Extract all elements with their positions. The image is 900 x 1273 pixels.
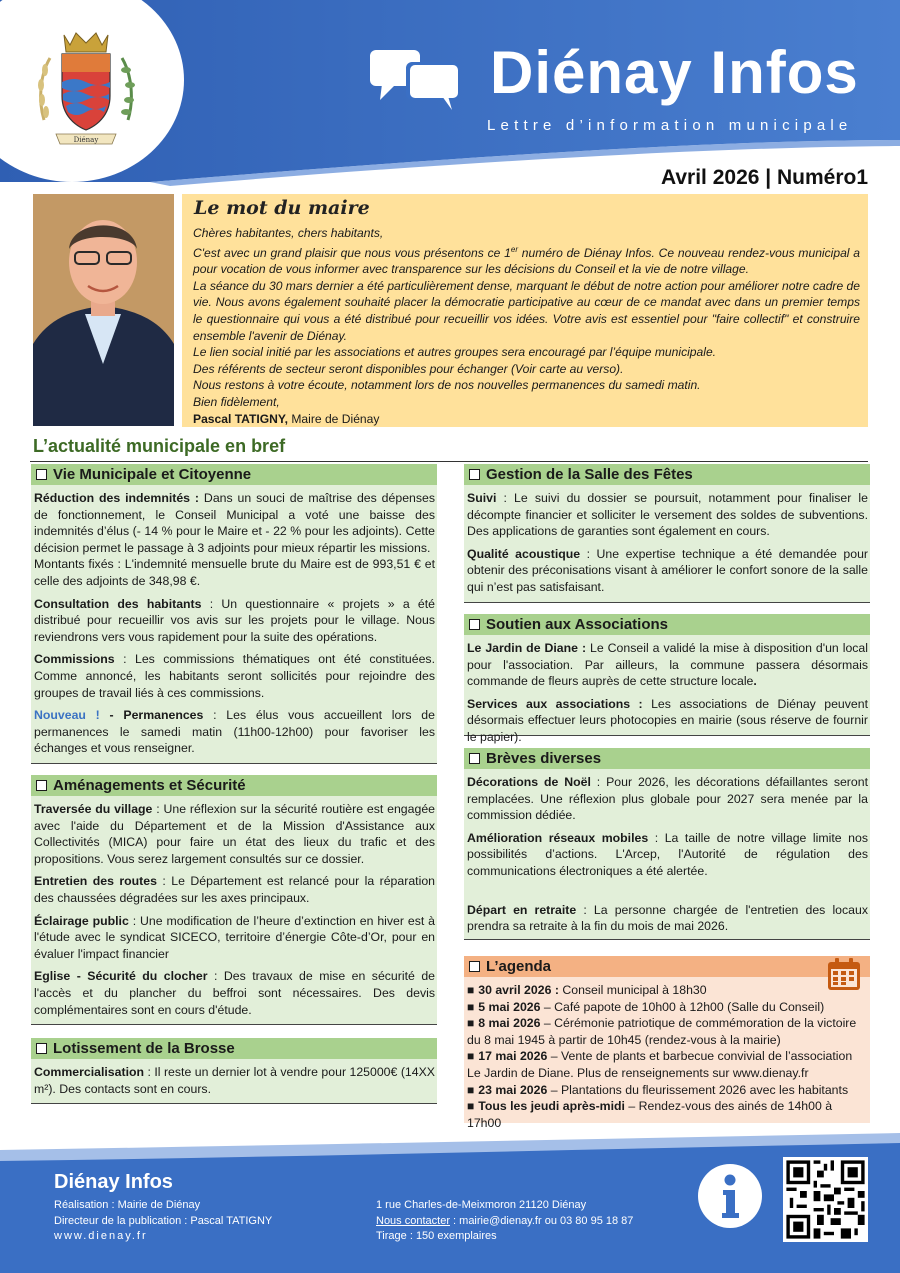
box-heading: Lotissement de la Brosse (31, 1038, 437, 1059)
section-divider (30, 461, 868, 462)
footer-realisation: Réalisation : Mairie de Diénay (54, 1199, 201, 1211)
mayor-paragraph: Le lien social initié par les associations et autres groupes sera encouragé par l’équipe municipale. (193, 345, 717, 360)
mayor-signature: Pascal TATIGNY, Maire de Diénay (193, 411, 380, 426)
footer-print-run: Tirage : 150 exemplaires (376, 1230, 497, 1242)
footer-title: Diénay Infos (54, 1171, 173, 1193)
box-heading: Brèves diverses (464, 748, 870, 769)
issue-info: Avril 2026 | Numéro1 (660, 166, 868, 189)
municipal-crest-logo (36, 30, 136, 155)
mayor-intro: C'est avec un grand plaisir que nous vous présentons ce 1er numéro de Diénay Infos. Ce nouveau rendez-vous municipal a pour vocation de vous informer avec transparence sur les décisions du Conseil et la vie de notre village. (193, 244, 861, 277)
news-item: Traversée du village : Une réflexion sur la sécurité routière est engagée avec l'aide du Département et de la Mission d'Assistance aux Collectivités (MICA) pour faire un état des lieux du trafic et des propositions. Vous serez largement consultés sur ce dossier. (34, 802, 435, 866)
contact-link[interactable]: Nous contacter (376, 1214, 450, 1227)
info-icon (697, 1163, 763, 1229)
footer-website[interactable]: www.dienay.fr (54, 1230, 148, 1242)
newsletter-title: Diénay Infos (490, 39, 859, 106)
news-item: Suivi : Le suivi du dossier se poursuit, notamment pour finaliser le décompte financier et solliciter le versement des soldes de subventions. Des applications de garanties sont également en cours. (467, 491, 868, 539)
footer-credits (54, 1198, 272, 1245)
footer-director: Directeur de la publication : Pascal TATIGNY (54, 1214, 273, 1227)
footer-address: 1 rue Charles-de-Meixmoron 21120 Diénay (376, 1199, 587, 1211)
lotissement-box (31, 1038, 437, 1104)
news-item: Services aux associations : Les associations de Diénay peuvent désormais effectuer leurs photocopies en mairie (sous réserve de fournir le papier). (467, 696, 868, 744)
box-heading: Aménagements et Sécurité (31, 775, 437, 796)
box-heading: Soutien aux Associations (464, 614, 870, 635)
soutien-associations-box (464, 614, 870, 744)
agenda-heading: L’agenda (464, 956, 870, 977)
box-heading: Gestion de la Salle des Fêtes (464, 464, 870, 485)
calendar-icon (827, 957, 861, 991)
box-heading: Vie Municipale et Citoyenne (31, 464, 437, 485)
agenda-list (464, 977, 870, 1131)
speech-bubbles-icon (370, 48, 462, 112)
newsletter-subtitle: Lettre d’information municipale (487, 117, 853, 134)
agenda-item: ■ 8 mai 2026 – Cérémonie patriotique de commémoration de la victoire du 8 mai 1945 à partir de 10h45 (rendez-vous à la mairie) (467, 1015, 868, 1048)
amenagements-box (31, 775, 437, 1025)
agenda-box (464, 956, 870, 1130)
mayor-word-box (182, 194, 868, 427)
news-item: Entretien des routes : Le Département est relancé pour la réparation des chaussées dégradées sur les axes principaux. (34, 874, 435, 905)
news-item: Commercialisation : Il reste un dernier lot à vendre pour 125000€ (14XX m²). Des contacts sont en cours. (34, 1065, 435, 1096)
news-item: Amélioration réseaux mobiles : La taille de notre village limite nos possibilités d’actions. L'Arcep, l'Autorité de régulation des communications électroniques a été alertée. (467, 830, 868, 878)
mayor-paragraph: La séance du 30 mars dernier a été particulièrement dense, marquant le début de notre action pour améliorer notre cadre de vie. Nous avons également souhaité placer la démocratie participative au cœur de ce mandat avec dans un premier temps le questionnaire qui vous a été distribué pour recueillir vos idées. Votre avis est essentiel pour "faire collectif" et construire ensemble l'avenir de Diénay. (193, 278, 860, 343)
agenda-item: ■ 23 mai 2026 – Plantations du fleurissement 2026 avec les habitants (467, 1082, 868, 1099)
news-item: Commissions : Les commissions thématiques ont été constituées. Comme annoncé, les habitants seront sollicités pour rejoindre des groupes de travail liés à ces commissions. (34, 652, 435, 700)
section-title: L’actualité municipale en bref (33, 436, 286, 456)
salle-des-fetes-box (464, 464, 870, 603)
agenda-item: ■ 17 mai 2026 – Vente de plants et barbecue convivial de l’association Le Jardin de Diane. Plus de renseignements sur www.dienay.fr (467, 1048, 868, 1081)
mayor-photo (33, 194, 174, 426)
agenda-item: ■ Tous les jeudi après-midi – Rendez-vous des ainés de 14h00 à 17h00 (467, 1098, 868, 1131)
news-item: Consultation des habitants : Un questionnaire « projets » a été distribué pour recueillir vos avis sur les projets pour le village. Nous reviendrons vers vous rapidement pour la suite des opérations. (34, 596, 435, 644)
vie-municipale-box (31, 464, 437, 764)
news-item: Réduction des indemnités : Dans un souci de maîtrise des dépenses de fonctionnement, le Conseil Municipal a voté une baisse des indemnités d’élus (- 14 % pour le Maire et - 22 % pour les adjoints). Cette décision permet le passage à 3 adjoints pour mieux répartir les missions. Montants fixés : L'indemnité mensuelle brute du Maire est de 993,51 € et celle des adjoints de 348,98 €. (34, 491, 436, 588)
news-item: Éclairage public : Une modification de l’heure d’extinction en hiver est à l'étude avec le syndicat SICECO, territoire d’énergie Côte-d’Or, pour en évaluer l'impact financier (34, 913, 435, 961)
agenda-item: ■ 5 mai 2026 – Café papote de 10h00 à 12h00 (Salle du Conseil) (467, 999, 868, 1016)
mayor-word-text (193, 225, 860, 427)
news-item: Décorations de Noël : Pour 2026, les décorations défaillantes seront remplacées. Une réflexion plus globale pour 2027 sera menée par la commission dédiée. (467, 775, 869, 823)
mayor-closing: Bien fidèlement, (193, 394, 280, 409)
mayor-greeting: Chères habitantes, chers habitants, (193, 226, 384, 240)
news-item: Départ en retraite : La personne chargée de l'entretien des locaux prendra sa retraite à la fin du mois de mai 2026. (467, 902, 868, 934)
breves-box (464, 748, 870, 940)
crest-motto: Diénay (73, 136, 99, 144)
mayor-paragraph: Nous restons à votre écoute, notamment lors de nos nouvelles permanences du samedi matin. (193, 378, 701, 393)
news-item: Nouveau ! - Permanences : Les élus vous accueillent lors de permanences le samedi matin (11h00-12h00) pour favoriser les échanges et vous renseigner. (34, 708, 435, 756)
mayor-word-heading: Le mot du maire (194, 197, 370, 219)
footer-contact-line: Nous contacter : mairie@dienay.fr ou 03 80 95 18 87 (376, 1214, 634, 1227)
mayor-paragraph: Des référents de secteur seront disponibles pour échanger (Voir carte au verso). (193, 361, 624, 376)
footer-contact (376, 1198, 633, 1245)
qr-code[interactable] (783, 1157, 868, 1242)
news-item: Le Jardin de Diane : Le Conseil a validé la mise à disposition d'un local pour l'association. Par ailleurs, la commune passera désormais commande de fleurs auprès de cette structure locale. (467, 641, 869, 689)
agenda-item: ■ 30 avril 2026 : Conseil municipal à 18h30 (467, 982, 868, 999)
news-item: Eglise - Sécurité du clocher : Des travaux de mise en sécurité de l'accès et du plancher du beffroi sont nécessaires. Des devis complémentaires sont en cours d'étude. (34, 969, 436, 1017)
news-item: Qualité acoustique : Une expertise technique a été demandée pour obtenir des préconisations visant à améliorer le confort sonore de la salle qui n’est pas satisfaisant. (467, 546, 868, 594)
